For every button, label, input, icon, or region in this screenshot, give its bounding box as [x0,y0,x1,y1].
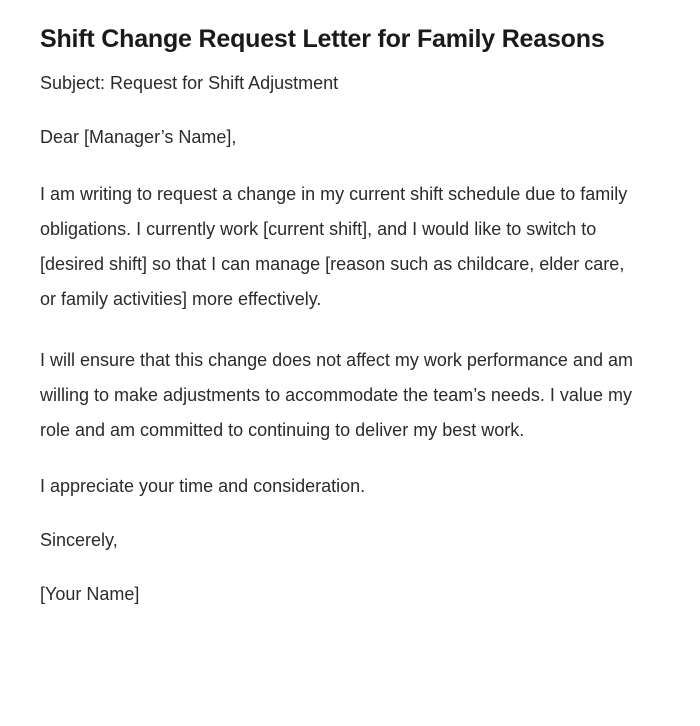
letter-body-paragraph-2: I will ensure that this change does not affect my work performance and am willing to make adjustments to accommodate the team’s needs. I value my role and am committed to continuing to deliver my best work. [40,350,633,440]
letter-body-paragraph-1: I am writing to request a change in my current shift schedule due to family obligations. I currently work [current shift], and I would like to switch to [desired shift] so that I can manage [reason such as childcare, elder care, or family activities] more effectively. [40,184,628,309]
letter-signature: [Your Name] [40,584,140,604]
letter-subject-line: Subject: Request for Shift Adjustment [40,73,339,93]
letter-salutation: Dear [Manager’s Name], [40,127,237,147]
letter-thanks-line: I appreciate your time and consideration. [40,476,366,496]
page-title: Shift Change Request Letter for Family Reasons [40,25,605,53]
letter-closing: Sincerely, [40,530,118,550]
